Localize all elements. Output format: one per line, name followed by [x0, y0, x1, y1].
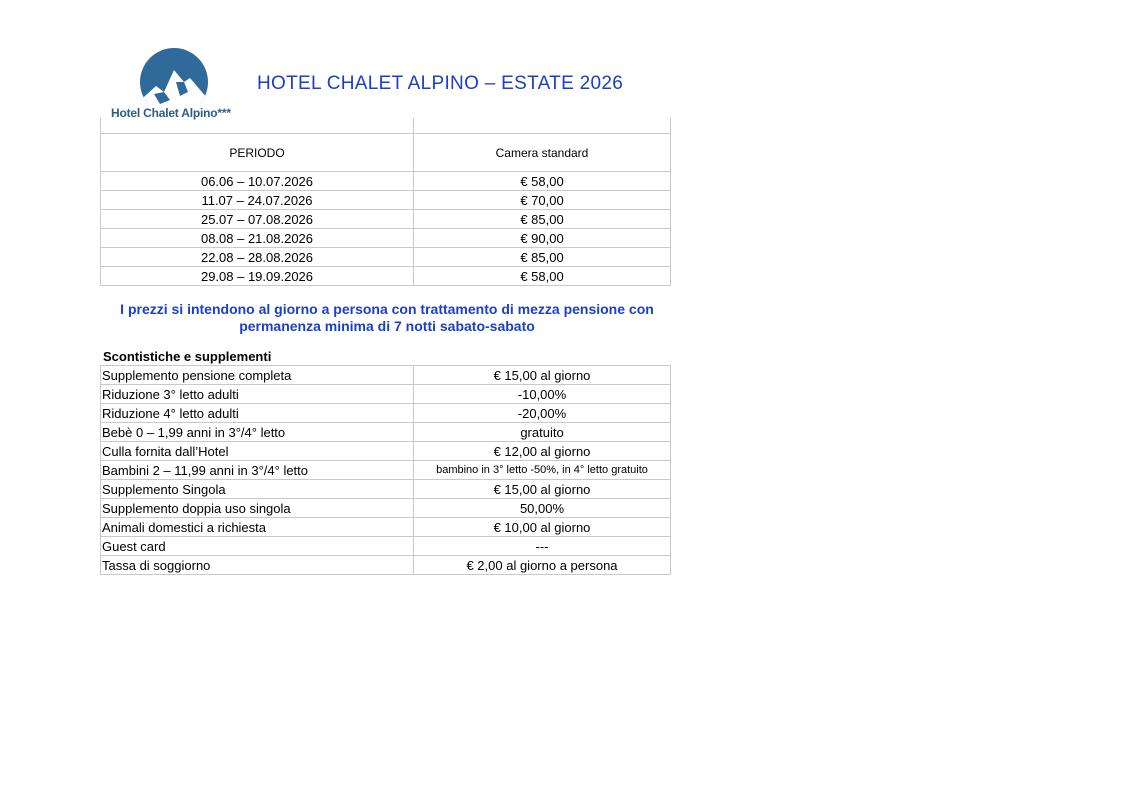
- pricing-note: [100, 301, 674, 335]
- price-table: [100, 118, 671, 286]
- table-row: [101, 366, 671, 385]
- supplement-value: € 15,00 al giorno: [414, 366, 671, 385]
- price-cell: € 85,00: [414, 248, 671, 267]
- table-row: [101, 518, 671, 537]
- supplement-value: € 10,00 al giorno: [414, 518, 671, 537]
- supplement-label: Bebè 0 – 1,99 anni in 3°/4° letto: [101, 423, 414, 442]
- table-row: [101, 537, 671, 556]
- table-row: [101, 404, 671, 423]
- column-header-room: Camera standard: [414, 134, 671, 172]
- price-cell: € 90,00: [414, 229, 671, 248]
- supplement-value: € 2,00 al giorno a persona: [414, 556, 671, 575]
- table-row: [101, 480, 671, 499]
- price-cell: € 58,00: [414, 267, 671, 286]
- supplement-label: Bambini 2 – 11,99 anni in 3°/4° letto: [101, 461, 414, 480]
- supplement-label: Supplemento Singola: [101, 480, 414, 499]
- table-row: [101, 385, 671, 404]
- supplement-value: bambino in 3° letto -50%, in 4° letto gratuito: [414, 461, 671, 480]
- supplement-label: Supplemento pensione completa: [101, 366, 414, 385]
- supplement-label: Guest card: [101, 537, 414, 556]
- supplement-value: 50,00%: [414, 499, 671, 518]
- supplement-label: Culla fornita dall’Hotel: [101, 442, 414, 461]
- table-row: [101, 248, 671, 267]
- column-header-period: PERIODO: [101, 134, 414, 172]
- period-cell: 22.08 – 28.08.2026: [101, 248, 414, 267]
- table-row: [101, 172, 671, 191]
- section-title: Scontistiche e supplementi: [103, 349, 272, 364]
- supplement-value: -10,00%: [414, 385, 671, 404]
- period-cell: 08.08 – 21.08.2026: [101, 229, 414, 248]
- supplement-label: Riduzione 4° letto adulti: [101, 404, 414, 423]
- supplement-label: Animali domestici a richiesta: [101, 518, 414, 537]
- table-row: [101, 442, 671, 461]
- hotel-logo: [104, 48, 246, 122]
- page-title: HOTEL CHALET ALPINO – ESTATE 2026: [257, 73, 624, 94]
- supplements-table: [100, 365, 671, 575]
- period-cell: 11.07 – 24.07.2026: [101, 191, 414, 210]
- table-row: [101, 267, 671, 286]
- table-row: [101, 191, 671, 210]
- price-cell: € 70,00: [414, 191, 671, 210]
- table-row: [101, 423, 671, 442]
- table-spacer-row: [101, 118, 671, 134]
- period-cell: 25.07 – 07.08.2026: [101, 210, 414, 229]
- supplement-value: € 15,00 al giorno: [414, 480, 671, 499]
- supplement-value: -20,00%: [414, 404, 671, 423]
- price-cell: € 58,00: [414, 172, 671, 191]
- pricing-note-line: permanenza minima di 7 notti sabato-sabato: [239, 318, 535, 334]
- period-cell: 06.06 – 10.07.2026: [101, 172, 414, 191]
- period-cell: 29.08 – 19.09.2026: [101, 267, 414, 286]
- table-row: [101, 556, 671, 575]
- table-row: [101, 499, 671, 518]
- supplement-value: € 12,00 al giorno: [414, 442, 671, 461]
- table-row: [101, 210, 671, 229]
- supplement-value: ---: [414, 537, 671, 556]
- supplement-value: gratuito: [414, 423, 671, 442]
- supplement-label: Tassa di soggiorno: [101, 556, 414, 575]
- supplement-label: Riduzione 3° letto adulti: [101, 385, 414, 404]
- table-row: [101, 461, 671, 480]
- supplement-label: Supplemento doppia uso singola: [101, 499, 414, 518]
- pricing-note-line: I prezzi si intendono al giorno a persona con trattamento di mezza pensione con: [120, 301, 654, 317]
- price-cell: € 85,00: [414, 210, 671, 229]
- logo-text: Hotel Chalet Alpino***: [111, 106, 231, 120]
- table-row: [101, 229, 671, 248]
- table-header-row: [101, 134, 671, 172]
